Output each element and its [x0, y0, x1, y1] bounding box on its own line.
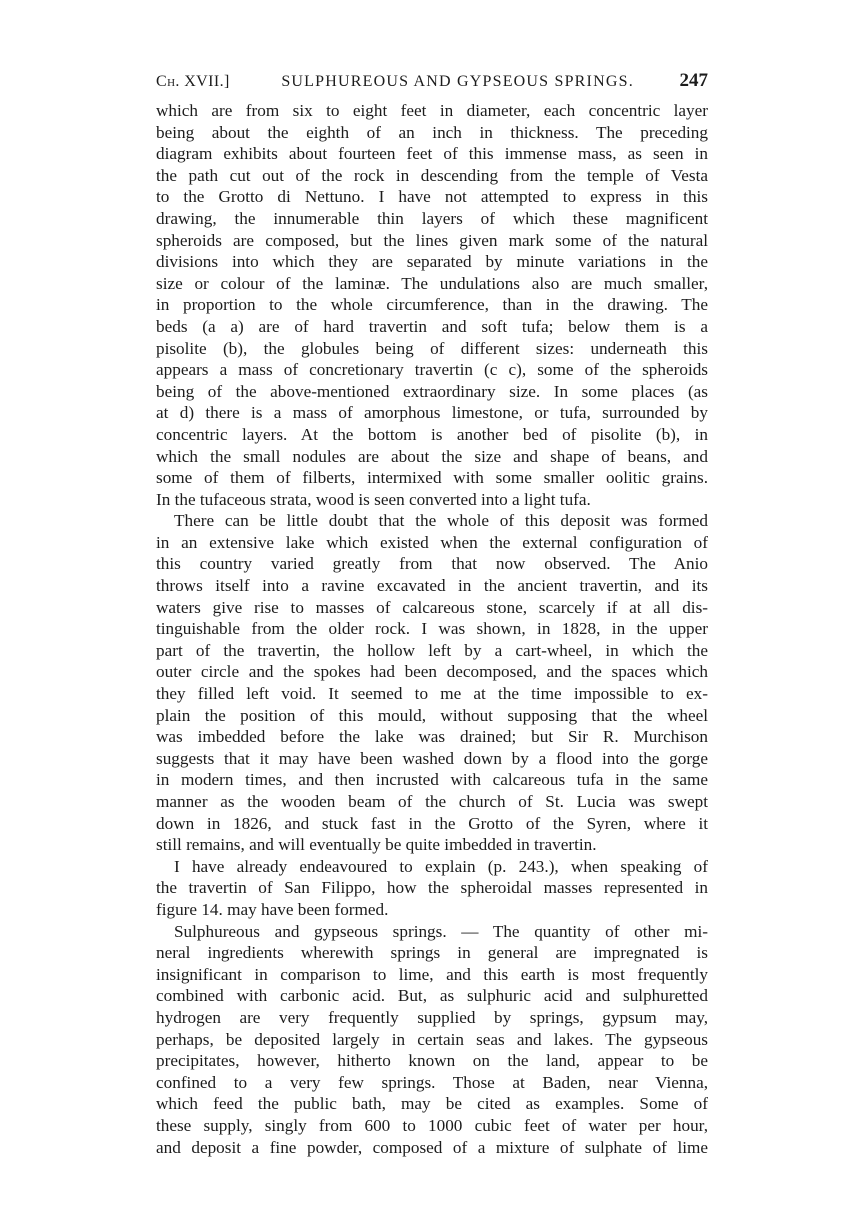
text-line: and deposit a fine powder, composed of a mixture of sulphate of lime — [156, 1137, 708, 1157]
text-line: hydrogen are very frequently supplied by springs, gypsum may, — [156, 1007, 708, 1027]
text-line: being of the above-mentioned extraordinary size. In some places (as — [156, 381, 708, 401]
running-head — [156, 70, 708, 100]
text-line: this country varied greatly from that now observed. The Anio — [156, 554, 708, 574]
text-line: waters give rise to masses of calcareous stone, scarcely if at all dis- — [156, 597, 708, 617]
text-line: figure 14. may have been formed. — [156, 899, 389, 919]
text-line: drawing, the innumerable thin layers of which these magnificent — [156, 208, 708, 228]
page-number: 247 — [679, 70, 708, 91]
text-line: being about the eighth of an inch in thickness. The preceding — [156, 122, 708, 142]
text-line: spheroids are composed, but the lines given mark some of the natural — [156, 230, 708, 250]
text-line: which are from six to eight feet in diameter, each concentric layer — [156, 101, 708, 120]
text-line: There can be little doubt that the whole of this deposit was formed — [174, 511, 708, 531]
text-line: throws itself into a ravine excavated in the ancient travertin, and its — [156, 576, 708, 596]
text-line: which the small nodules are about the size and shape of beans, and — [156, 446, 708, 466]
text-line: beds (a a) are of hard travertin and soft tufa; below them is a — [156, 316, 708, 336]
text-line: these supply, singly from 600 to 1000 cubic feet of water per hour, — [156, 1115, 708, 1135]
text-line: to the Grotto di Nettuno. I have not attempted to express in this — [156, 187, 708, 207]
text-line: down in 1826, and stuck fast in the Grotto of the Syren, where it — [156, 813, 708, 833]
text-line: manner as the wooden beam of the church of St. Lucia was swept — [156, 792, 708, 811]
text-line: suggests that it may have been washed down by a flood into the gorge — [156, 748, 708, 768]
text-line: diagram exhibits about fourteen feet of this immense mass, as seen in — [156, 144, 708, 164]
text-line: pisolite (b), the globules being of different sizes: underneath this — [156, 338, 708, 358]
text-line: in proportion to the whole circumference, than in the drawing. The — [156, 295, 708, 315]
text-line: at d) there is a mass of amorphous limestone, or tufa, surrounded by — [156, 403, 708, 423]
text-line: precipitates, however, hitherto known on the land, appear to be — [156, 1051, 708, 1071]
text-line: divisions into which they are separated by minute variations in the — [156, 252, 708, 272]
text-line: the path cut out of the rock in descending from the temple of Vesta — [156, 165, 708, 185]
text-line: the travertin of San Filippo, how the spheroidal masses represented in — [156, 878, 708, 898]
text-line: combined with carbonic acid. But, as sulphuric acid and sulphuretted — [156, 986, 708, 1006]
text-line: confined to a very few springs. Those at Baden, near Vienna, — [156, 1072, 708, 1092]
text-line: insignificant in comparison to lime, and this earth is most frequently — [156, 964, 708, 984]
text-line: which feed the public bath, may be cited as examples. Some of — [156, 1094, 708, 1114]
body-text — [156, 100, 708, 1158]
running-title: SULPHUREOUS AND GYPSEOUS SPRINGS. — [281, 73, 634, 90]
text-line: In the tufaceous strata, wood is seen converted into a light tufa. — [156, 489, 591, 509]
text-line: appears a mass of concretionary travertin (c c), some of the spheroids — [156, 360, 708, 380]
text-line: outer circle and the spokes had been decomposed, and the spaces which — [156, 662, 708, 682]
text-line: part of the travertin, the hollow left by a cart-wheel, in which the — [156, 640, 708, 660]
text-line: perhaps, be deposited largely in certain seas and lakes. The gypseous — [156, 1029, 708, 1049]
book-page — [156, 70, 708, 1158]
text-line: tinguishable from the older rock. I was shown, in 1828, in the upper — [156, 619, 708, 639]
text-line: some of them of filberts, intermixed with some smaller oolitic grains. — [156, 468, 708, 488]
text-line: size or colour of the laminæ. The undulations also are much smaller, — [156, 273, 708, 293]
text-line: they filled left void. It seemed to me at the time impossible to ex- — [156, 684, 708, 704]
text-line: I have already endeavoured to explain (p. 243.), when speaking of — [174, 856, 708, 876]
text-line: neral ingredients wherewith springs in general are impregnated is — [156, 943, 708, 963]
text-line: concentric layers. At the bottom is another bed of pisolite (b), in — [156, 424, 708, 444]
text-line: plain the position of this mould, without supposing that the wheel — [156, 705, 708, 725]
text-line: in modern times, and then incrusted with calcareous tufa in the same — [156, 770, 708, 790]
text-line: in an extensive lake which existed when the external configuration of — [156, 532, 708, 552]
chapter-reference: Ch. XVII.] — [156, 73, 230, 90]
text-line: Sulphureous and gypseous springs. — The quantity of other mi- — [174, 921, 708, 941]
text-line: was imbedded before the lake was drained; but Sir R. Murchison — [156, 727, 708, 747]
text-line: still remains, and will eventually be quite imbedded in travertin. — [156, 835, 597, 855]
